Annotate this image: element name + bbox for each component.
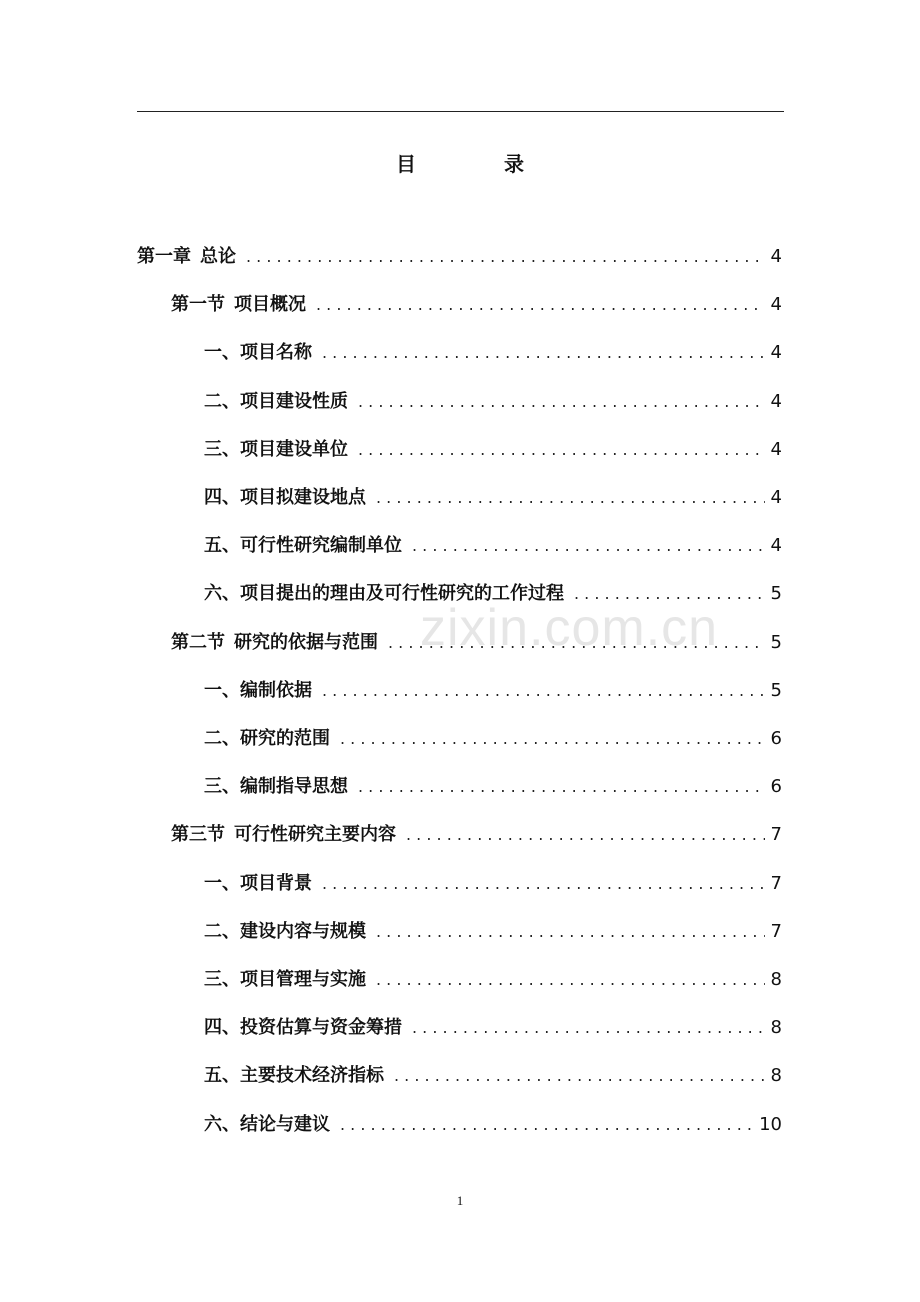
toc-entry-text: 总论 — [200, 246, 236, 267]
toc-entry-label — [204, 529, 402, 563]
toc-entry-prefix: 二、 — [204, 728, 240, 749]
toc-entry-page-number: 4 — [770, 342, 782, 364]
toc-entry-prefix: 第三节 — [171, 824, 225, 846]
toc-entry-text: 项目建设性质 — [240, 390, 348, 412]
toc-entry[interactable] — [204, 963, 782, 997]
toc-entry-text: 项目管理与实施 — [240, 969, 366, 990]
toc-entry-text: 编制依据 — [240, 679, 312, 701]
toc-entry-label — [204, 674, 312, 708]
toc-dot-leader — [322, 336, 765, 370]
toc-entry-page-number: 6 — [770, 728, 782, 749]
toc-entry[interactable] — [137, 240, 782, 274]
toc-entry-text: 项目背景 — [240, 872, 312, 894]
toc-entry-label — [171, 626, 378, 660]
toc-dot-leader — [246, 240, 765, 274]
toc-entry-prefix: 第二节 — [171, 631, 225, 653]
toc-entry-text: 项目名称 — [240, 342, 312, 364]
toc-entry[interactable] — [204, 481, 782, 515]
toc-entry-page-number: 4 — [770, 246, 782, 267]
toc-dot-leader — [394, 1059, 765, 1093]
toc-dot-leader — [322, 867, 765, 901]
toc-entry[interactable] — [204, 529, 782, 563]
toc-dot-leader — [574, 577, 765, 611]
toc-entry-label — [204, 385, 348, 419]
toc-entry-text: 项目概况 — [234, 294, 306, 316]
toc-entry-page-number: 7 — [770, 824, 782, 846]
toc-dot-leader — [340, 1108, 753, 1142]
toc-entry-page-number: 5 — [770, 679, 782, 701]
toc-entry-page-number: 4 — [770, 390, 782, 412]
toc-dot-leader — [358, 385, 765, 419]
toc-entry-prefix: 三、 — [204, 969, 240, 990]
toc-entry-label — [204, 915, 366, 949]
toc-entry-page-number: 8 — [770, 969, 782, 990]
header-rule — [137, 111, 784, 112]
toc-entry-text: 结论与建议 — [240, 1113, 330, 1135]
toc-entry-text: 项目拟建设地点 — [240, 487, 366, 508]
toc-entry-text: 投资估算与资金筹措 — [240, 1017, 402, 1039]
toc-dot-leader — [322, 674, 765, 708]
toc-entry[interactable] — [204, 770, 782, 804]
toc-entry[interactable] — [204, 915, 782, 949]
toc-dot-leader — [406, 818, 765, 852]
toc-entry[interactable] — [171, 818, 782, 852]
toc-entry[interactable] — [171, 288, 782, 322]
toc-entry-prefix: 四、 — [204, 487, 240, 508]
toc-entry-text: 项目建设单位 — [240, 438, 348, 460]
toc-entry-text: 研究的依据与范围 — [234, 631, 378, 653]
toc-entry-label — [137, 240, 236, 274]
toc-dot-leader — [316, 288, 765, 322]
toc-dot-leader — [388, 626, 765, 660]
toc-entry-label — [204, 1059, 384, 1093]
toc-dot-leader — [376, 915, 765, 949]
toc-entry-label — [204, 481, 366, 515]
toc-entry-prefix: 六、 — [204, 583, 240, 605]
toc-entry-page-number: 4 — [770, 294, 782, 316]
toc-title: 目 录 — [396, 152, 558, 176]
toc-dot-leader — [412, 1011, 765, 1045]
toc-entry-label — [204, 1108, 330, 1142]
toc-entry-page-number: 6 — [770, 776, 782, 798]
toc-entry-text: 可行性研究主要内容 — [234, 824, 396, 846]
toc-entry-page-number: 4 — [770, 438, 782, 460]
toc-entry-text: 主要技术经济指标 — [240, 1065, 384, 1087]
toc-entry-label — [204, 770, 348, 804]
toc-entry-page-number: 4 — [770, 487, 782, 508]
toc-entry-prefix: 二、 — [204, 390, 240, 412]
toc-entry-prefix: 第一节 — [171, 294, 225, 316]
toc-entry[interactable] — [204, 1059, 782, 1093]
toc-entry-page-number: 8 — [770, 1017, 782, 1039]
toc-dot-leader — [412, 529, 765, 563]
toc-entry-page-number: 4 — [770, 535, 782, 557]
toc-entry-label — [204, 1011, 402, 1045]
toc-entry-prefix: 一、 — [204, 679, 240, 701]
toc-entry[interactable] — [204, 722, 782, 756]
toc-entry-prefix: 三、 — [204, 776, 240, 798]
toc-entry-page-number: 5 — [770, 583, 782, 605]
toc-entry-prefix: 六、 — [204, 1113, 240, 1135]
toc-entry[interactable] — [204, 867, 782, 901]
toc-entry-label — [171, 288, 306, 322]
toc-dot-leader — [376, 963, 765, 997]
toc-entry[interactable] — [204, 336, 782, 370]
toc-entry-page-number: 8 — [770, 1065, 782, 1087]
toc-entry-text: 可行性研究编制单位 — [240, 535, 402, 557]
toc-entry[interactable] — [204, 577, 782, 611]
toc-dot-leader — [340, 722, 765, 756]
toc-entry-prefix: 二、 — [204, 920, 240, 942]
toc-entry-page-number: 7 — [770, 920, 782, 942]
toc-entry[interactable] — [204, 1108, 782, 1142]
toc-entry-prefix: 四、 — [204, 1017, 240, 1039]
toc-dot-leader — [376, 481, 765, 515]
toc-entry-label — [204, 867, 312, 901]
toc-entry-prefix: 五、 — [204, 535, 240, 557]
toc-entry[interactable] — [204, 674, 782, 708]
toc-entry-text: 编制指导思想 — [240, 776, 348, 798]
toc-entry-prefix: 三、 — [204, 438, 240, 460]
toc-entry-text: 项目提出的理由及可行性研究的工作过程 — [240, 583, 564, 605]
toc-entry-label — [204, 722, 330, 756]
toc-entry-label — [171, 818, 396, 852]
toc-entry-text: 研究的范围 — [240, 728, 330, 749]
toc-entry-label — [204, 433, 348, 467]
toc-entry-prefix: 第一章 — [137, 246, 191, 267]
toc-entry-prefix: 五、 — [204, 1065, 240, 1087]
toc-entry-prefix: 一、 — [204, 872, 240, 894]
toc-entry-page-number: 10 — [759, 1113, 782, 1135]
toc-entry[interactable] — [204, 385, 782, 419]
toc-dot-leader — [358, 770, 765, 804]
toc-dot-leader — [358, 433, 765, 467]
toc-entry-prefix: 一、 — [204, 342, 240, 364]
toc-entry-label — [204, 577, 564, 611]
watermark: zixin.com.cn — [420, 599, 719, 657]
toc-entry-label — [204, 963, 366, 997]
footer-page-number: 1 — [456, 1193, 464, 1208]
toc-entry-text: 建设内容与规模 — [240, 920, 366, 942]
toc-entry-page-number: 7 — [770, 872, 782, 894]
toc-entry[interactable] — [204, 433, 782, 467]
toc-entry-label — [204, 336, 312, 370]
toc-entry[interactable] — [171, 626, 782, 660]
toc-entry-page-number: 5 — [770, 631, 782, 653]
toc-entry[interactable] — [204, 1011, 782, 1045]
